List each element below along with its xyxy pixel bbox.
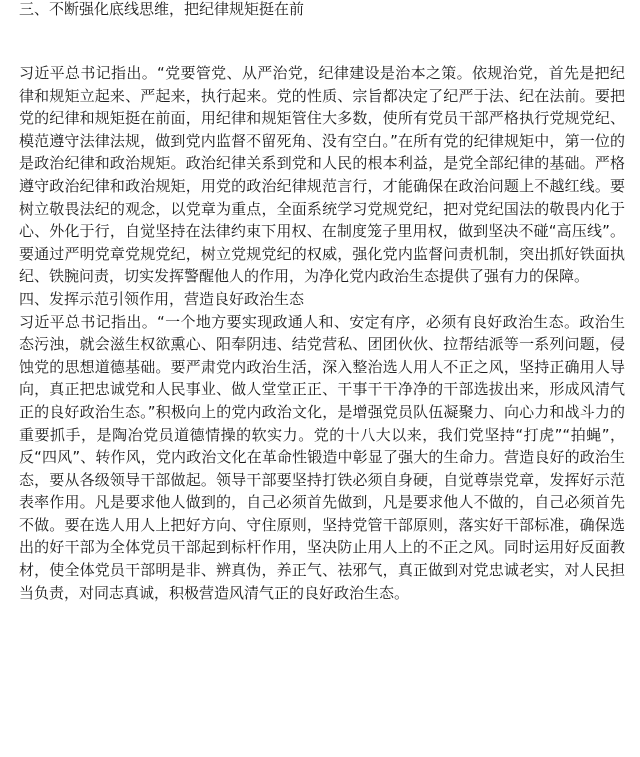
document-body	[19, 62, 625, 604]
section-four-paragraph: 习近平总书记指出。“一个地方要实现政通人和、安定有序，必须有良好政治生态。政治生态污浊，就会滋生权欲熏心、阳奉阴违、结党营私、团团伙伙、拉帮结派等一系列问题，侵蚀党的思想道德基础。要严肃党内政治生活，深入整治选人用人不正之风，坚持正确用人导向，真正把忠诚党和人民事业、做人堂堂正正、干事干干净净的干部选拔出来，形成风清气正的良好政治生态。”积极向上的党内政治文化，是增强党员队伍凝聚力、向心力和战斗力的重要抓手，是陶冶党员道德情操的软实力。党的十八大以来，我们党坚持“打虎”“拍蝇”，反“四风”、转作风，党内政治文化在革命性锻造中彰显了强大的生命力。营造良好的政治生态，要从各级领导干部做起。领导干部要坚持打铁必须自身硬，自觉尊崇党章，发挥好示范表率作用。凡是要求他人做到的，自己必须首先做到，凡是要求他人不做的，自己必须首先不做。要在选人用人上把好方向、守住原则，坚持党管干部原则，落实好干部标准，确保选出的好干部为全体党员干部起到标杆作用，坚决防止用人上的不正之风。同时运用好反面教材，使全体党员干部明是非、辨真伪，养正气、祛邪气，真正做到对党忠诚老实，对人民担当负责，对同志真诚，积极营造风清气正的良好政治生态。	[19, 312, 625, 602]
section-three-paragraph: 习近平总书记指出。“党要管党、从严治党，纪律建设是治本之策。依规治党，首先是把纪律和规矩立起来、严起来，执行起来。党的性质、宗旨都决定了纪严于法、纪在法前。要把党的纪律和规矩挺在前面，用纪律和规矩管住大多数，使所有党员干部严格执行党规党纪、模范遵守法律法规，做到党内监督不留死角、没有空白。”在所有党的纪律规矩中，第一位的是政治纪律和政治规矩。政治纪律关系到党和人民的根本利益，是党全部纪律的基础。严格遵守政治纪律和政治规矩，用党的政治纪律规范言行，才能确保在政治问题上不越红线。要树立敬畏法纪的观念，以党章为重点，全面系统学习党规党纪，把对党纪国法的敬畏内化于心、外化于行，自觉坚持在法律约束下用权、在制度笼子里用权，做到坚决不碰“高压线”。要通过严明党章党规党纪，树立党规党纪的权威，强化党内监督问责机制，突出抓好铁面执纪、铁腕问责，切实发挥警醒他人的作用，为净化党内政治生态提供了强有力的保障。	[19, 64, 625, 286]
section-four-heading: 四、发挥示范引领作用，营造良好政治生态	[19, 289, 305, 308]
section-three-heading: 三、不断强化底线思维，把纪律规矩挺在前	[19, 0, 305, 18]
